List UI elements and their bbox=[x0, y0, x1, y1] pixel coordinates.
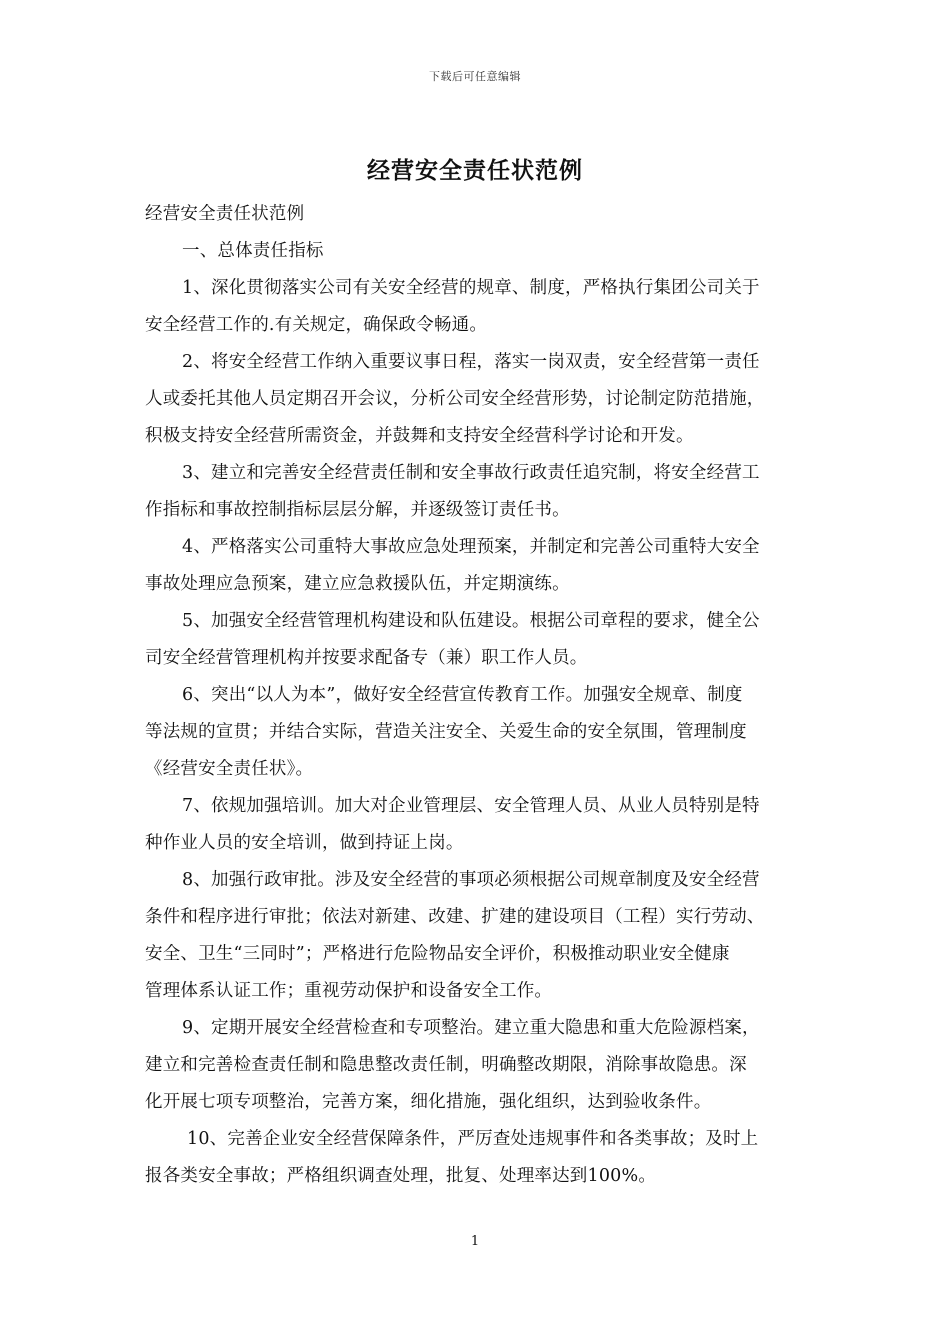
paragraph-line: 种作业人员的安全培训，做到持证上岗。 bbox=[145, 833, 464, 853]
paragraph-line: 2、将安全经营工作纳入重要议事日程，落实一岗双责，安全经营第一责任 bbox=[182, 352, 760, 372]
paragraph-line: 7、依规加强培训。加大对企业管理层、安全管理人员、从业人员特别是特 bbox=[182, 796, 760, 816]
paragraph-line: 安全、卫生“三同时”；严格进行危险物品安全评价，积极推动职业安全健康 bbox=[145, 944, 730, 964]
paragraph-line: 等法规的宣贯；并结合实际，营造关注安全、关爱生命的安全氛围，管理制度 bbox=[145, 722, 747, 742]
header-note: 下载后可任意编辑 bbox=[429, 70, 521, 83]
document-body bbox=[145, 196, 807, 1195]
paragraph-line: 安全经营工作的.有关规定，确保政令畅通。 bbox=[145, 315, 488, 335]
paragraph-line: 人或委托其他人员定期召开会议，分析公司安全经营形势，讨论制定防范措施， bbox=[145, 389, 765, 409]
paragraph-line: 化开展七项专项整治，完善方案，细化措施，强化组织，达到验收条件。 bbox=[145, 1092, 712, 1112]
paragraph-line: 3、建立和完善安全经营责任制和安全事故行政责任追究制，将安全经营工 bbox=[182, 463, 760, 483]
paragraph-line: 条件和程序进行审批；依法对新建、改建、扩建的建设项目（工程）实行劳动、 bbox=[145, 907, 765, 927]
paragraph-line: 8、加强行政审批。涉及安全经营的事项必须根据公司规章制度及安全经营 bbox=[182, 870, 760, 890]
paragraph-line: 《经营安全责任状》。 bbox=[145, 759, 314, 779]
paragraph-line: 事故处理应急预案，建立应急救援队伍，并定期演练。 bbox=[145, 574, 570, 594]
paragraph-line: 司安全经营管理机构并按要求配备专（兼）职工作人员。 bbox=[145, 648, 588, 668]
paragraph-line: 作指标和事故控制指标层层分解，并逐级签订责任书。 bbox=[145, 500, 570, 520]
page-number: 1 bbox=[470, 1234, 480, 1249]
paragraph-line: 4、严格落实公司重特大事故应急处理预案，并制定和完善公司重特大安全 bbox=[182, 537, 760, 557]
paragraph-line: 5、加强安全经营管理机构建设和队伍建设。根据公司章程的要求，健全公 bbox=[182, 611, 760, 631]
paragraph-line: 建立和完善检查责任制和隐患整改责任制，明确整改期限，消除事故隐患。深 bbox=[145, 1055, 747, 1075]
paragraph-line: 9、定期开展安全经营检查和专项整治。建立重大隐患和重大危险源档案， bbox=[182, 1018, 760, 1038]
paragraph-line: 1、深化贯彻落实公司有关安全经营的规章、制度，严格执行集团公司关于 bbox=[182, 278, 760, 298]
paragraph-line: 6、突出“以人为本”，做好安全经营宣传教育工作。加强安全规章、制度 bbox=[182, 685, 743, 705]
paragraph-line: 积极支持安全经营所需资金，并鼓舞和支持安全经营科学讨论和开发。 bbox=[145, 426, 694, 446]
page-title: 经营安全责任状范例 bbox=[367, 157, 583, 184]
document-subtitle: 经营安全责任状范例 bbox=[145, 204, 305, 224]
paragraph-line: 10、完善企业安全经营保障条件，严厉查处违规事件和各类事故；及时上 bbox=[187, 1129, 759, 1149]
paragraph-line: 报各类安全事故；严格组织调查处理，批复、处理率达到100%。 bbox=[145, 1166, 657, 1186]
paragraph-line: 管理体系认证工作；重视劳动保护和设备安全工作。 bbox=[145, 981, 553, 1001]
section-heading: 一、总体责任指标 bbox=[182, 241, 324, 261]
